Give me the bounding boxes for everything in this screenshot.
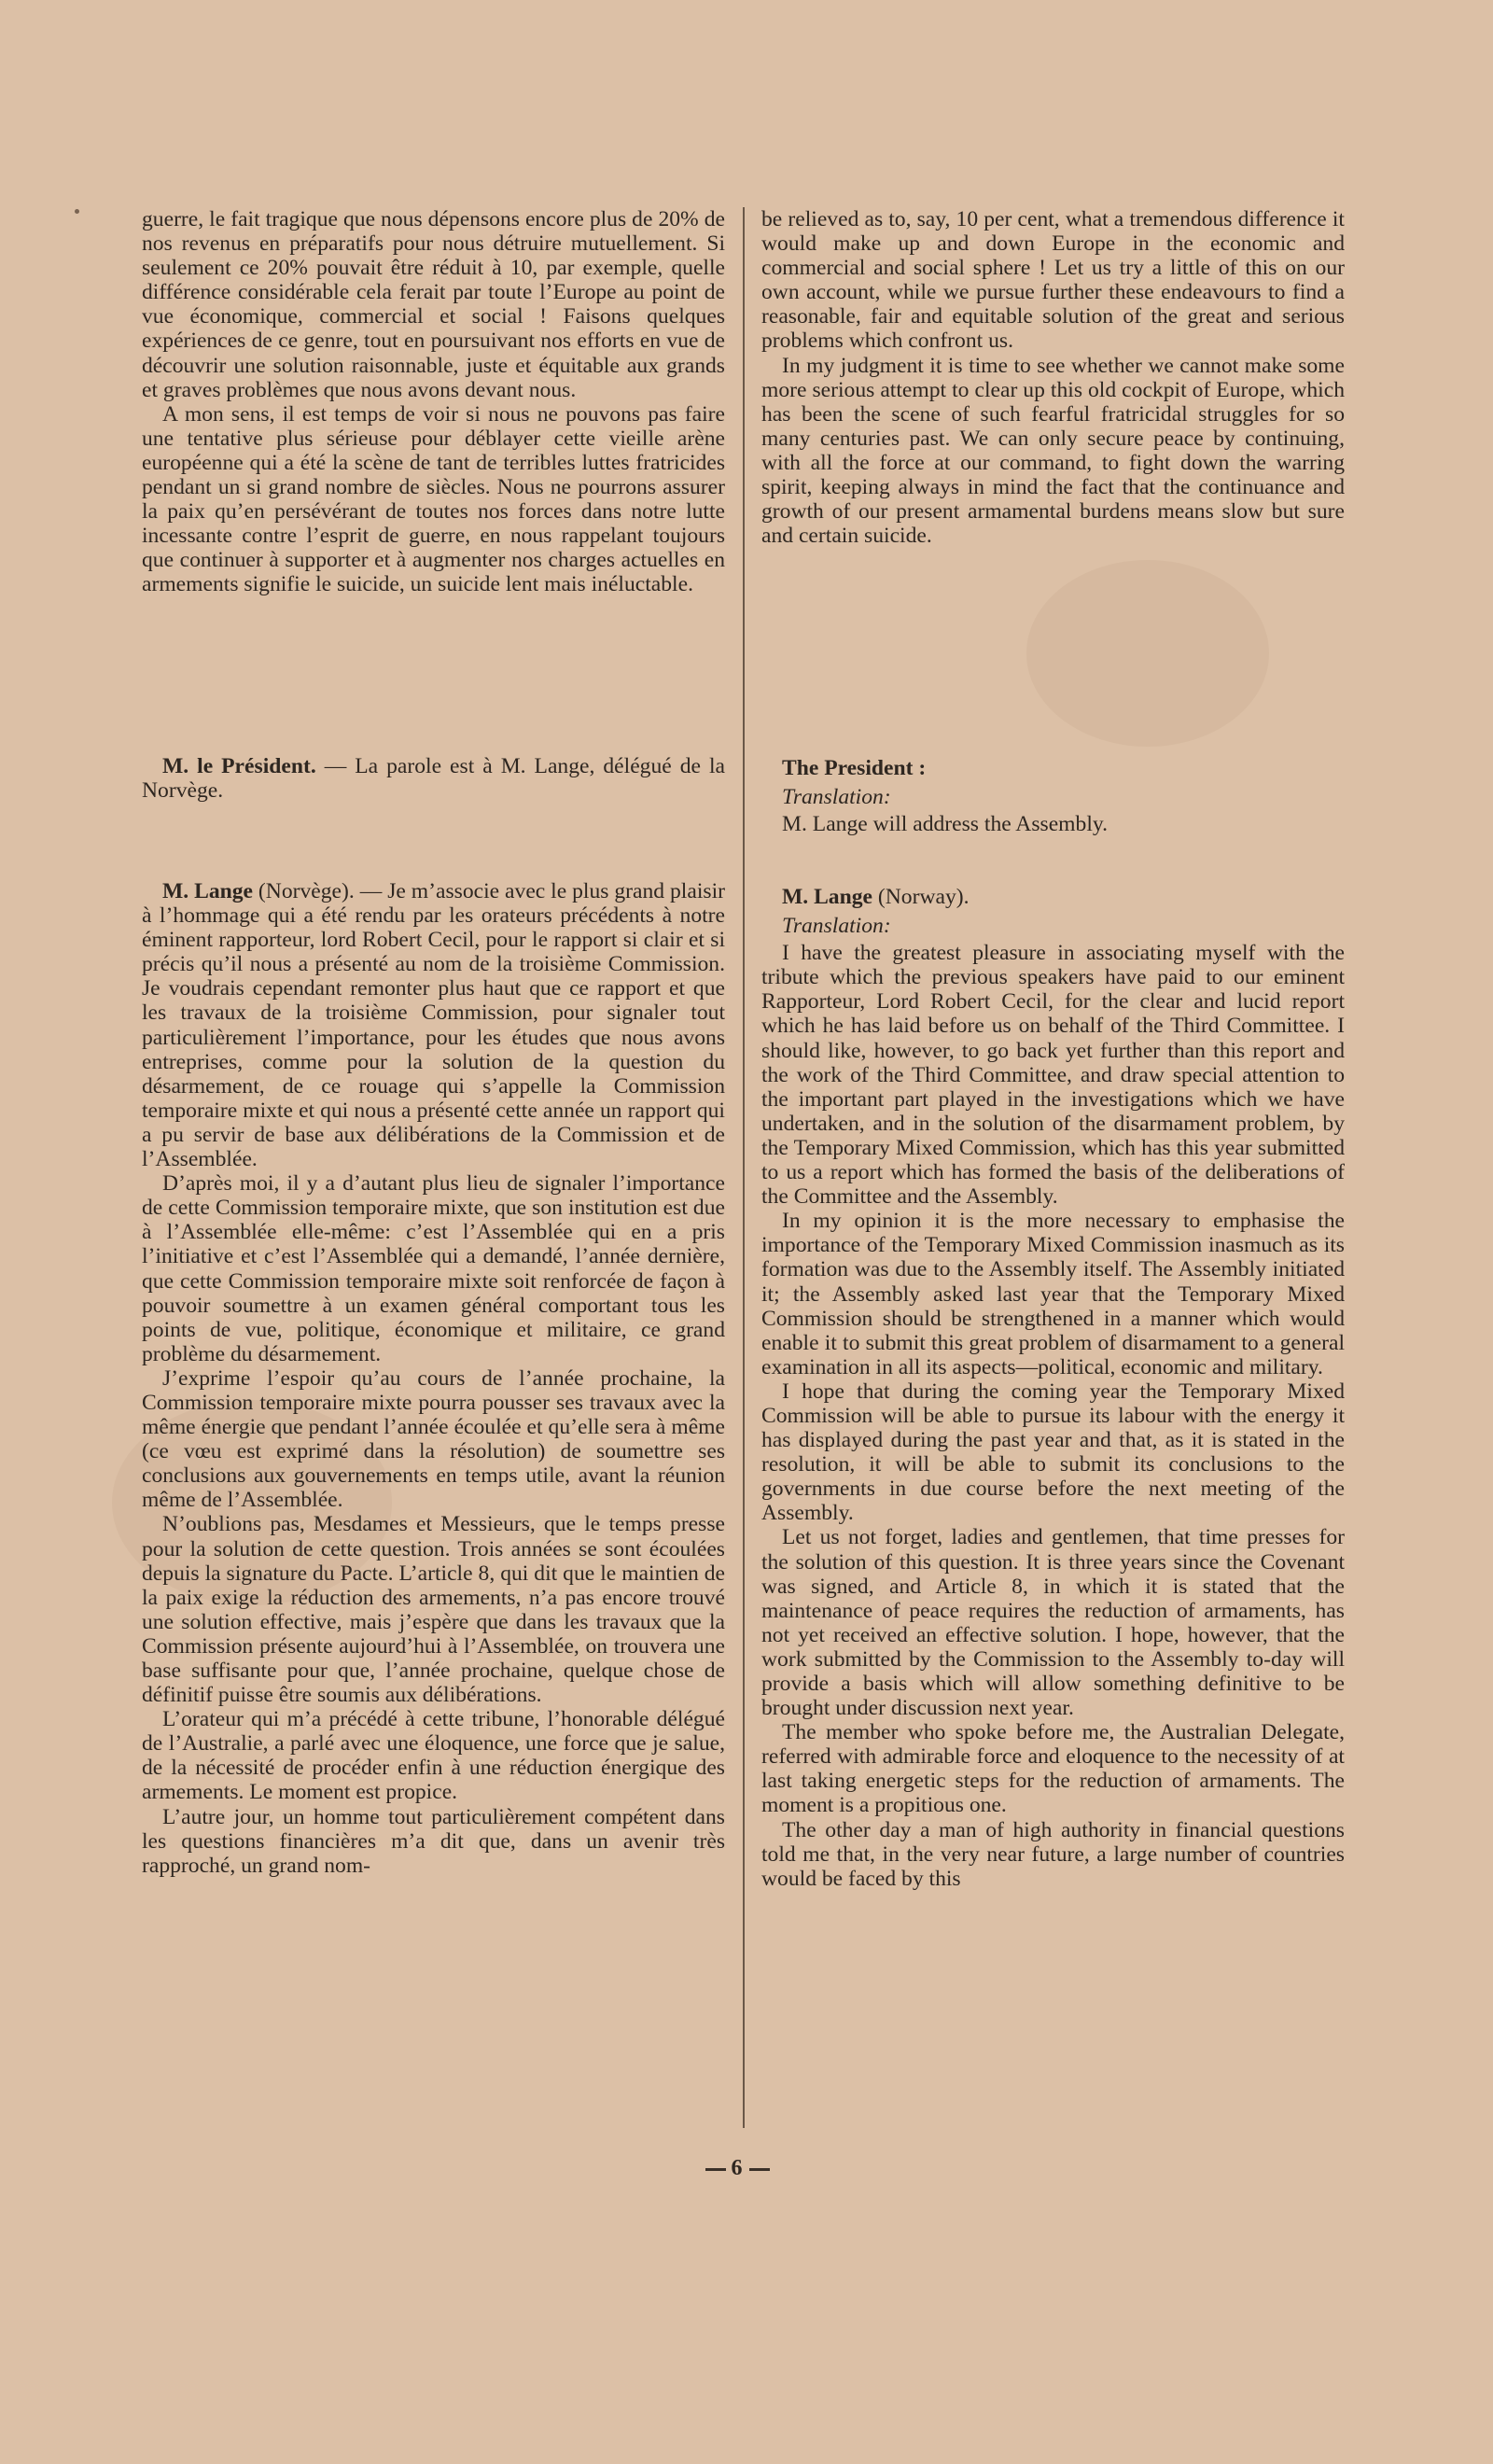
speech-text: — La parole est à M. Lange, délégué de la Norvège. (142, 754, 725, 804)
english-lange-speech (761, 885, 1345, 1891)
paragraph: L’orateur qui m’a précédé à cette tribune, l’honorable délégué de l’Australie, a parlé avec une éloquence, une force que je salue, de la nécessité de procéder enfin à une réduction énergique des armements. Le moment est propice. (142, 1707, 725, 1805)
paragraph: A mon sens, il est temps de voir si nous ne pouvons pas faire une tentative plus sérieuse pour déblayer cette vieille arène européenne qui a été la scène de tant de terribles luttes fratricides pendant un si grand nombre de siècles. Nous ne pourrons assurer la paix qu’en persévérant de toutes nos forces dans notre lutte incessante contre l’esprit de guerre, en nous rappelant toujours que continuer à supporter et à augmenter nos charges actuelles en armements signifie le suicide, un suicide lent mais inéluctable. (142, 401, 725, 597)
french-continuation (142, 207, 725, 597)
paragraph: I hope that during the coming year the Temporary Mixed Commission will be able to pursue its labour with the energy it has displayed during the past year and that, as it is stated in the resolution, it will be able to submit its conclusions to the governments in due course before the next meeting of the Assembly. (761, 1379, 1345, 1526)
paragraph: Let us not forget, ladies and gentlemen, that time presses for the solution of this question. It is three years since the Covenant was signed, and Article 8, in which it is stated that the maintenance of peace requires the reduction of armaments, has not yet received an effective solution. I hope, however, that the work submitted by the Commission to the Assembly to-day will provide a basis which will allow something definitive to be brought under discussion next year. (761, 1525, 1345, 1721)
paragraph: guerre, le fait tragique que nous dépensons encore plus de 20% de nos revenus en préparatifs pour nous détruire mutuellement. Si seulement ce 20% pouvait être réduit à 10, par exemple, quelle différence considérable cela ferait par toute l’Europe au point de vue économique, commercial et social ! Faisons quelques expériences de ce genre, tout en poursuivant nos efforts en vue de découvrir une solution raisonnable, juste et équitable aux grands et graves problèmes que nous avons devant nous. (142, 207, 725, 402)
margin-mark (75, 209, 79, 214)
translation-label: Translation: (782, 785, 891, 810)
paragraph: In my judgment it is time to see whether we cannot make some more serious attempt to clear up this old cockpit of Europe, which has been the scene of such fearful fratricidal struggles for so many centuries past. We can only secure peace by continuing, with all the force at our command, to fight down the warring spirit, keeping always in mind the fact that the continuance and growth of our present armamental burdens means slow but sure and certain suicide. (761, 353, 1345, 549)
speech-text: M. Lange will address the Assembly. (782, 812, 1109, 837)
speaker-name: The President : (782, 756, 927, 780)
translation-label: Translation: (782, 914, 891, 939)
column-divider (743, 207, 745, 2128)
speaker-name: M. Lange (782, 885, 872, 909)
page-number: 6 (672, 2156, 802, 2181)
paragraph: I have the greatest pleasure in associating myself with the tribute which the previous speakers have paid to our eminent Rapporteur, Lord Robert Cecil, for the clear and lucid report which he has laid before us on behalf of the Third Committee. I should like, however, to go back yet further than this report and the work of the Third Committee, and draw special attention to the important part played in the investigations which we have undertaken, and in the solution of the disarmament problem, by the Temporary Mixed Commission, which has this year submitted to us a report which has formed the basis of the deliberations of the Committee and the Assembly. (761, 941, 1345, 1210)
paragraph: be relieved as to, say, 10 per cent, what a tremendous difference it would make up and down Europe in the economic and commercial and social sphere ! Let us try a little of this on our own account, while we pursue further these endeavours to find a reasonable, fair and equitable solution of the great and serious problems which confront us. (761, 207, 1345, 354)
paragraph: In my opinion it is the more necessary to emphasise the importance of the Temporary Mixed Commission inasmuch as its formation was due to the Assembly itself. The Assembly initiated it; the Assembly asked last year that the Temporary Mixed Commission should be strengthened in a manner which would enable it to submit this great problem of disarmament to a general examination in all its aspects—political, economic and military. (761, 1209, 1345, 1379)
french-lange-speech (142, 879, 725, 1878)
paragraph: L’autre jour, un homme tout particulièrement compétent dans les questions financières m’a dit que, dans un avenir très rapproché, un grand nom- (142, 1804, 725, 1878)
paragraph: J’exprime l’espoir qu’au cours de l’année prochaine, la Commission temporaire mixte pourra pousser ses travaux avec la même énergie que pendant l’année écoulée et qu’elle sera à même (ce vœu est exprimé dans la résolution) de soumettre ses conclusions aux gouvernements en temps utile, avant la réunion même de l’Assemblée. (142, 1365, 725, 1513)
speaker-country: (Norvège). (253, 879, 355, 903)
speaker-name: M. le Président. (162, 754, 316, 778)
paragraph: N’oublions pas, Mesdames et Messieurs, que le temps presse pour la solution de cette question. Trois années se sont écoulées depuis la signature du Pacte. L’article 8, qui dit que le maintien de la paix exige la réduction des armements, n’a pas encore trouvé une solution effective, mais j’espère que dans les travaux que la Commission présente aujourd’hui à l’Assemblée, on trouvera une base suffisante pour que, l’année prochaine, quelque chose de définitif puisse être soumis aux délibérations. (142, 1512, 725, 1708)
paragraph: D’après moi, il y a d’autant plus lieu de signaler l’importance de cette Commission temporaire mixte, que son institution est due à l’Assemblée elle-même: c’est l’Assemblée qui en a pris l’initiative et c’est l’Assemblée qui a demandé, l’année dernière, que cette Commission temporaire mixte soit renforcée de façon à pouvoir soumettre à un examen général comportant tous les points de vue, politique, économique et militaire, ce grand problème du désarmement. (142, 1171, 725, 1366)
french-president-speech (142, 754, 725, 803)
paper-stain (1026, 560, 1269, 747)
english-continuation (761, 207, 1345, 548)
speaker-name: M. Lange (162, 879, 254, 903)
speech-text: — Je m’associe avec le plus grand plaisir à l’hommage qui a été rendu par les orateurs précédents à notre éminent rapporteur, lord Robert Cecil, pour le rapport si clair et si précis qu’il nous a présenté au nom de la troisième Commission. Je voudrais cependant remonter plus haut que ce rapport et que les travaux de la troisième Commission, pour signaler tout particulièrement l’importance, pour les études que nous avons entreprises, comme pour la solution de la question du désarmement, de ce rouage qui s’appelle la Commission temporaire mixte et qui nous a présenté cette année un rapport qui a pu servir de base aux délibérations de la Commission et de l’Assemblée. (142, 879, 725, 1172)
paragraph: The other day a man of high authority in financial questions told me that, in the very near future, a large number of countries would be faced by this (761, 1817, 1345, 1891)
english-president-speech (761, 756, 1345, 836)
paragraph: The member who spoke before me, the Australian Delegate, referred with admirable force and eloquence to the necessity of at last taking energetic steps for the reduction of armaments. The moment is a propitious one. (761, 1720, 1345, 1818)
speaker-country: (Norway). (872, 885, 970, 909)
